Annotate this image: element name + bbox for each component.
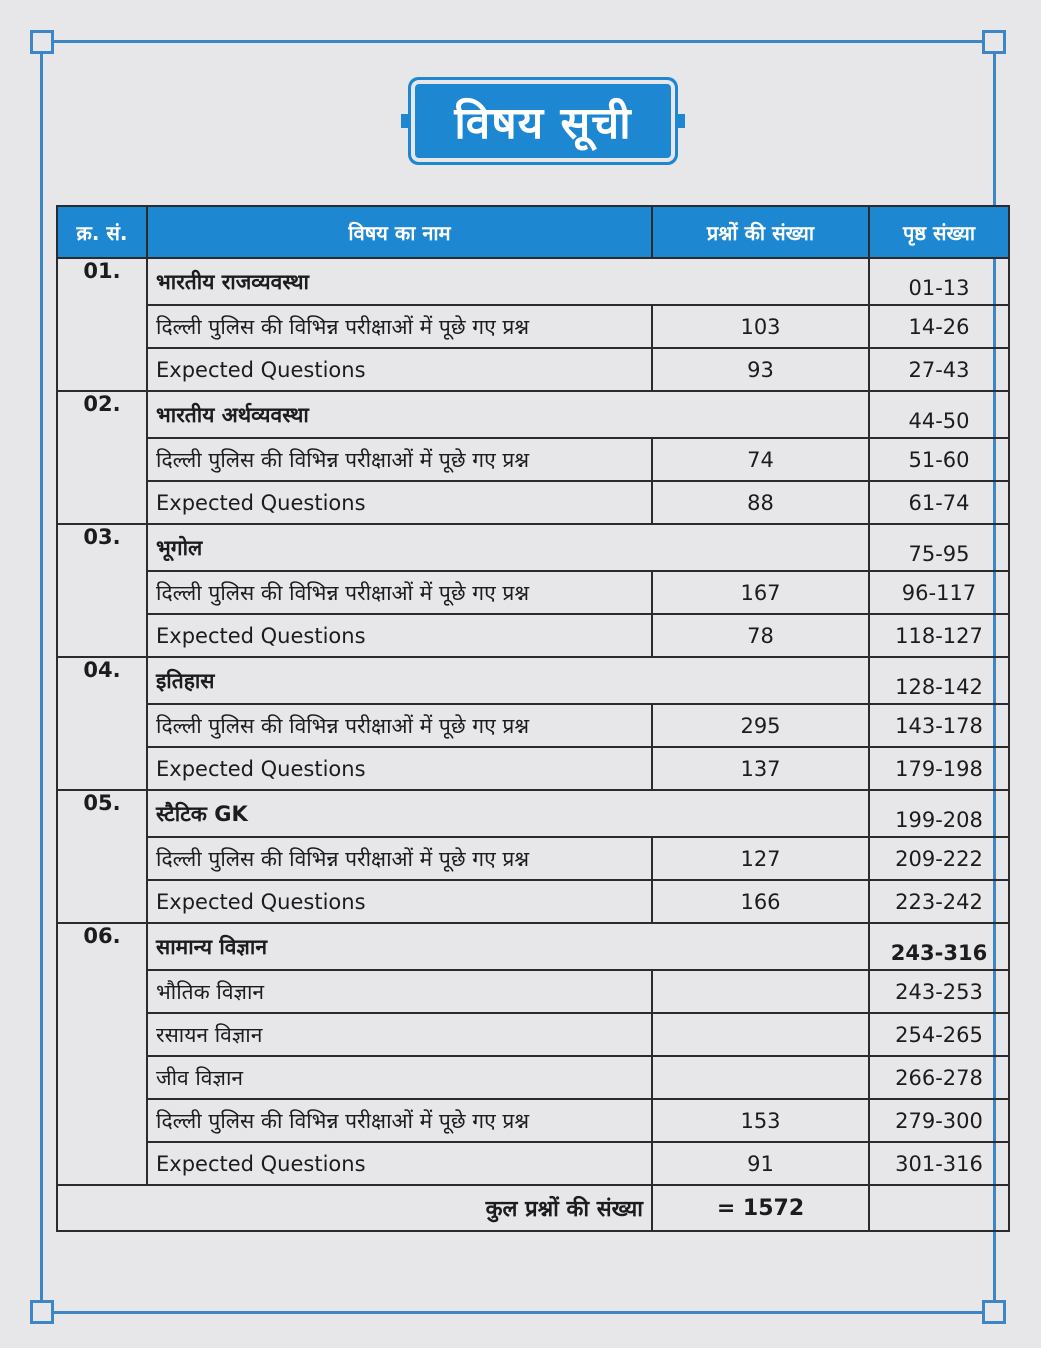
- section-number: 05.: [57, 790, 147, 923]
- row-question-count: [652, 1056, 869, 1099]
- contents-table: [56, 205, 1010, 1232]
- table-row: [57, 747, 1009, 790]
- row-question-count: 88: [652, 481, 869, 524]
- row-name: दिल्ली पुलिस की विभिन्न परीक्षाओं में पूछे गए प्रश्न: [147, 305, 652, 348]
- corner-ornament: [30, 30, 54, 54]
- section-row: [57, 258, 1009, 305]
- row-name: Expected Questions: [147, 481, 652, 524]
- page-title: विषय सूची: [454, 98, 632, 149]
- section-pages: 128-142: [869, 657, 1009, 704]
- row-question-count: [652, 970, 869, 1013]
- corner-ornament: [30, 1300, 54, 1324]
- title-banner: [405, 78, 681, 164]
- row-question-count: 74: [652, 438, 869, 481]
- section-number: 04.: [57, 657, 147, 790]
- row-name: जीव विज्ञान: [147, 1056, 652, 1099]
- section-row: [57, 923, 1009, 970]
- table-row: [57, 438, 1009, 481]
- total-row: [57, 1185, 1009, 1231]
- section-subject: भूगोल: [147, 524, 869, 571]
- table-row: [57, 880, 1009, 923]
- row-question-count: 127: [652, 837, 869, 880]
- row-question-count: 295: [652, 704, 869, 747]
- table-row: [57, 571, 1009, 614]
- table-row: [57, 1099, 1009, 1142]
- table-row: [57, 704, 1009, 747]
- table-row: [57, 305, 1009, 348]
- table-row: [57, 481, 1009, 524]
- row-question-count: 91: [652, 1142, 869, 1185]
- section-row: [57, 657, 1009, 704]
- section-subject: स्टैटिक GK: [147, 790, 869, 837]
- row-name: Expected Questions: [147, 747, 652, 790]
- row-question-count: 153: [652, 1099, 869, 1142]
- row-name: दिल्ली पुलिस की विभिन्न परीक्षाओं में पूछे गए प्रश्न: [147, 704, 652, 747]
- row-pages: 301-316: [869, 1142, 1009, 1185]
- corner-ornament: [982, 30, 1006, 54]
- row-name: Expected Questions: [147, 1142, 652, 1185]
- banner-notch-right: [671, 114, 685, 128]
- table-header-row: [57, 206, 1009, 258]
- section-pages: 243-316: [869, 923, 1009, 970]
- section-subject: भारतीय राजव्यवस्था: [147, 258, 869, 305]
- row-pages: 118-127: [869, 614, 1009, 657]
- row-name: रसायन विज्ञान: [147, 1013, 652, 1056]
- section-pages: 01-13: [869, 258, 1009, 305]
- table-row: [57, 837, 1009, 880]
- section-subject: भारतीय अर्थव्यवस्था: [147, 391, 869, 438]
- row-question-count: 166: [652, 880, 869, 923]
- row-pages: 96-117: [869, 571, 1009, 614]
- row-pages: 27-43: [869, 348, 1009, 391]
- row-question-count: [652, 1013, 869, 1056]
- row-question-count: 103: [652, 305, 869, 348]
- section-number: 03.: [57, 524, 147, 657]
- table-row: [57, 970, 1009, 1013]
- title-box: [415, 84, 671, 158]
- row-name: दिल्ली पुलिस की विभिन्न परीक्षाओं में पूछे गए प्रश्न: [147, 438, 652, 481]
- row-name: भौतिक विज्ञान: [147, 970, 652, 1013]
- section-row: [57, 391, 1009, 438]
- table-row: [57, 614, 1009, 657]
- row-name: Expected Questions: [147, 614, 652, 657]
- table-row: [57, 1142, 1009, 1185]
- section-pages: 75-95: [869, 524, 1009, 571]
- section-row: [57, 524, 1009, 571]
- row-pages: 14-26: [869, 305, 1009, 348]
- banner-notch-left: [401, 114, 415, 128]
- section-number: 02.: [57, 391, 147, 524]
- section-number: 06.: [57, 923, 147, 1185]
- row-question-count: 78: [652, 614, 869, 657]
- header-serial: क्र. सं.: [57, 206, 147, 258]
- total-label: कुल प्रश्नों की संख्या: [57, 1185, 652, 1231]
- row-name: दिल्ली पुलिस की विभिन्न परीक्षाओं में पूछे गए प्रश्न: [147, 571, 652, 614]
- section-pages: 199-208: [869, 790, 1009, 837]
- header-subject: विषय का नाम: [147, 206, 652, 258]
- row-pages: 179-198: [869, 747, 1009, 790]
- row-name: Expected Questions: [147, 348, 652, 391]
- section-row: [57, 790, 1009, 837]
- row-pages: 209-222: [869, 837, 1009, 880]
- total-value: = 1572: [652, 1185, 869, 1231]
- row-name: Expected Questions: [147, 880, 652, 923]
- row-pages: 51-60: [869, 438, 1009, 481]
- row-pages: 254-265: [869, 1013, 1009, 1056]
- row-question-count: 167: [652, 571, 869, 614]
- row-pages: 279-300: [869, 1099, 1009, 1142]
- section-subject: सामान्य विज्ञान: [147, 923, 869, 970]
- row-name: दिल्ली पुलिस की विभिन्न परीक्षाओं में पूछे गए प्रश्न: [147, 837, 652, 880]
- total-empty-cell: [869, 1185, 1009, 1231]
- table-row: [57, 1013, 1009, 1056]
- section-number: 01.: [57, 258, 147, 391]
- row-pages: 61-74: [869, 481, 1009, 524]
- table-row: [57, 1056, 1009, 1099]
- row-pages: 266-278: [869, 1056, 1009, 1099]
- row-pages: 243-253: [869, 970, 1009, 1013]
- row-question-count: 93: [652, 348, 869, 391]
- section-pages: 44-50: [869, 391, 1009, 438]
- header-question-count: प्रश्नों की संख्या: [652, 206, 869, 258]
- section-subject: इतिहास: [147, 657, 869, 704]
- corner-ornament: [982, 1300, 1006, 1324]
- header-page-number: पृष्ठ संख्या: [869, 206, 1009, 258]
- row-pages: 223-242: [869, 880, 1009, 923]
- row-question-count: 137: [652, 747, 869, 790]
- table-row: [57, 348, 1009, 391]
- row-name: दिल्ली पुलिस की विभिन्न परीक्षाओं में पूछे गए प्रश्न: [147, 1099, 652, 1142]
- row-pages: 143-178: [869, 704, 1009, 747]
